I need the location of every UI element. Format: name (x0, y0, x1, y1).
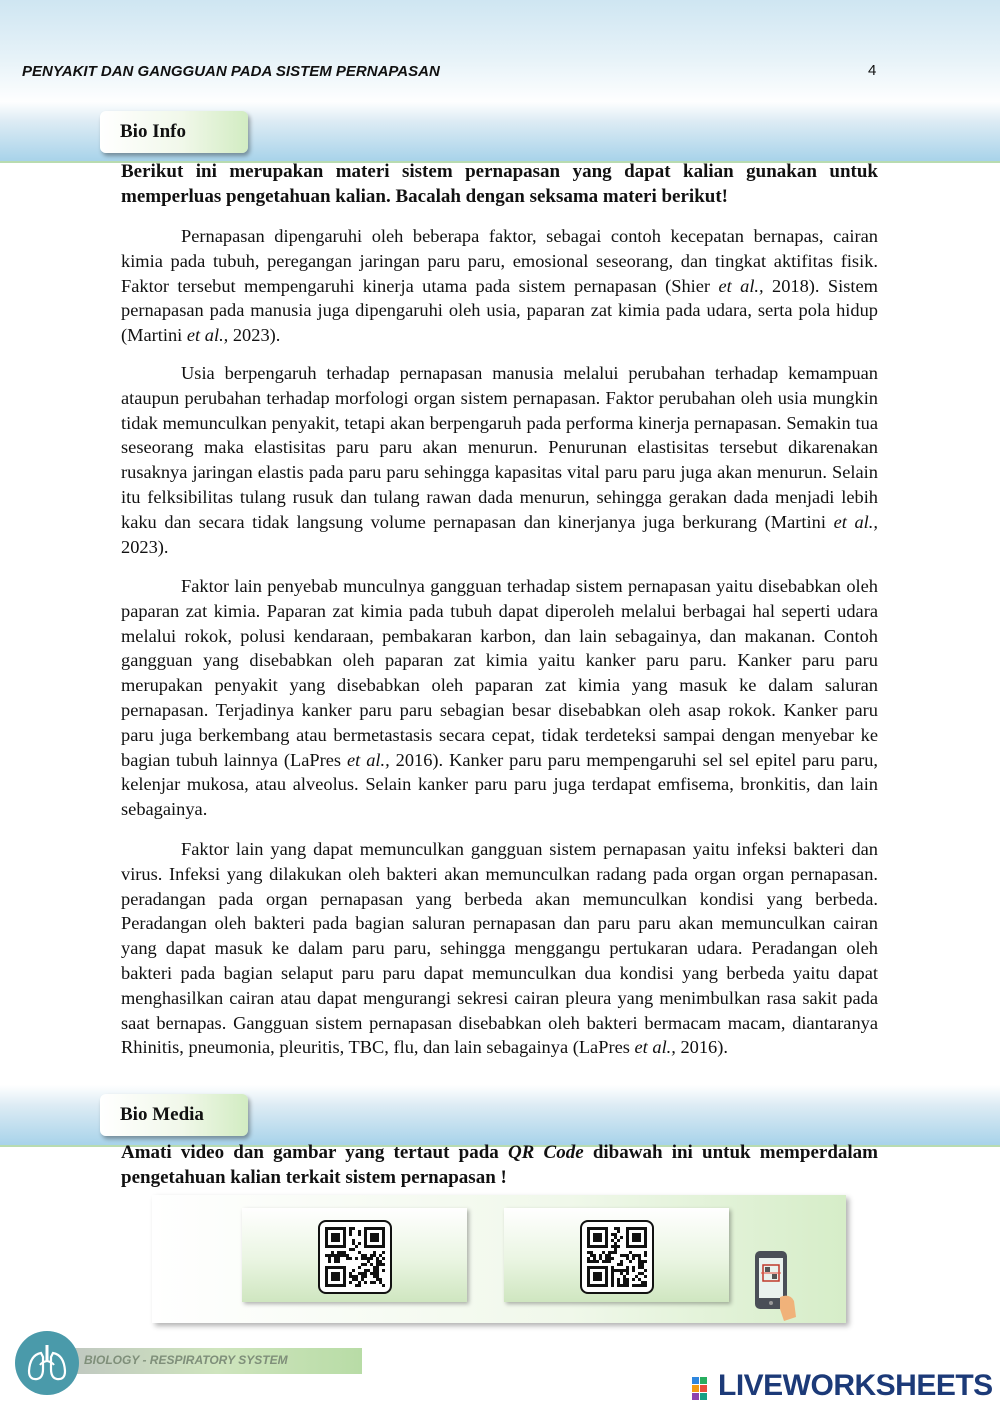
document-title: PENYAKIT DAN GANGGUAN PADA SISTEM PERNAPASAN (22, 63, 440, 80)
qr-card-2[interactable] (504, 1208, 729, 1302)
paragraph-3 (121, 574, 878, 822)
paragraph-text: Faktor lain yang dapat memunculkan gangguan sistem pernapasan yaitu infeksi bakteri dan virus. Infeksi yang dilakukan oleh bakteri akan memunculkan radang pada organ organ pernapasan. peradangan pada organ pernapasan yang berbeda akan memunculkan kondisi yang berbeda. Peradangan oleh bakteri pada bagian saluran pernapasan dan paru paru akan memunculkan cairan yang dapat masuk ke dalam paru paru, sehingga menggangu pertukaran udara. Peradangan oleh bakteri pada bagian selaput paru paru dapat memunculkan dua kondisi yang berbeda yaitu dapat menghasilkan cairan atau dapat mengurangi sekresi cairan pleura yang menimbulkan rasa sakit pada saat bernapas. Gangguan sistem pernapasan disebabkan oleh bakteri bermacam macam, diantaranya Rhinitis, pneumonia, pleuritis, TBC, flu, dan lain sebagainya (LaPres (121, 839, 878, 1058)
bio-info-tab: Bio Info (100, 111, 248, 153)
qr-code-image[interactable] (580, 1220, 654, 1294)
page-number: 4 (868, 62, 877, 79)
paragraph-2 (121, 361, 878, 559)
paragraph-text: 2023). (228, 325, 281, 346)
citation-italic: et al., (718, 275, 764, 296)
qr-media-panel (152, 1195, 846, 1323)
citation-italic: et al., (346, 749, 390, 770)
header-band (0, 0, 1000, 104)
paragraph-text: 2023). (121, 536, 169, 557)
paragraph-text: Faktor lain penyebab munculnya gangguan terhadap sistem pernapasan yaitu disebabkan oleh paparan zat kimia. Paparan zat kimia pada tubuh dapat diperoleh melalui berbagai hal seperti udara melalui rokok, polusi kendaraan, pembakaran karbon, dan lain sebagainya, dan makanan. Contoh gangguan yang disebabkan oleh paparan zat kimia yaitu kanker paru paru. Kanker paru paru merupakan penyakit yang disebabkan oleh paparan zat kimia yang masuk ke dalam saluran pernapasan. Terjadinya kanker paru paru sebagian besar disebabkan oleh asap rokok. Kanker paru paru juga berkembang atau bermetastasis secara cepat, tidak terdeteksi sampai dengan menyebar ke bagian tubuh lainnya (LaPres (121, 576, 878, 770)
qr-card-1[interactable] (242, 1208, 467, 1302)
liveworksheets-logo-icon (692, 1377, 716, 1401)
qr-code-video[interactable] (318, 1220, 392, 1294)
paragraph-text: Pernapasan dipengaruhi oleh beberapa faktor, sebagai contoh kecepatan bernapas, cairan kimia pada tubuh, peregangan jaringan paru paru, emosional seseorang, dan tingkat aktifitas fisik. Faktor tersebut mempengaruhi kinerja utama pada sistem pernapasan (Shier (121, 226, 878, 296)
paragraph-1 (121, 224, 878, 348)
lungs-icon (15, 1331, 79, 1395)
bio-media-intro: Amati video dan gambar yang tertaut pada QR Code dibawah ini untuk memperdalam pengetahuan kalian terkait sistem pernapasan ! (121, 1142, 878, 1188)
bio-info-intro: Berikut ini merupakan materi sistem pernapasan yang dapat kalian gunakan untuk memperluas pengetahuan kalian. Bacalah dengan seksama materi berikut! (121, 161, 878, 207)
bio-media-tab: Bio Media (100, 1094, 248, 1136)
liveworksheets-brand[interactable]: LIVEWORKSHEETS (718, 1369, 993, 1402)
paragraph-text: 2018). Sistem pernapasan pada manusia juga dipengaruhi oleh usia, paparan zat kimia pada udara, serta pola hidup (Martini (121, 275, 878, 346)
paragraph-text: 2016). Kanker paru paru mempengaruhi sel sel epitel paru paru, kelenjar mukosa, atau alveolus. Selain kanker paru paru juga terdapat emfisema, bronkitis, dan lain sebagainya. (121, 749, 879, 820)
paragraph-text: Usia berpengaruh terhadap pernapasan manusia melalui perubahan terhadap kemampuan ataupun perubahan terhadap morfologi organ sistem pernapasan. Faktor perubahan oleh usia mungkin tidak memunculkan penyakit, tetapi akan berpengaruh pada performa kinerja pernapasan. Semakin tua seseorang maka elastisitas paru paru akan menurun. Penurunan elastisitas tersebut dikarenakan rusaknya jaringan elastis pada paru paru sehingga kapasitas vital paru paru juga akan menurun. Selain itu felksibilitas tulang rusuk dan tulang rawan dada menurun, sehingga gerakan dada menjadi lebih kaku dan secara tidak langsung volume pernapasan dan kinerjanya juga berkurang (Martini (121, 363, 878, 532)
citation-italic: et al., (186, 325, 229, 346)
citation-italic: et al., (833, 511, 878, 532)
footer-label: BIOLOGY - RESPIRATORY SYSTEM (84, 1353, 288, 1367)
phone-scan-icon (750, 1247, 800, 1327)
citation-italic: et al., (634, 1037, 676, 1058)
paragraph-4 (121, 837, 878, 1060)
paragraph-text: 2016). (675, 1037, 728, 1058)
